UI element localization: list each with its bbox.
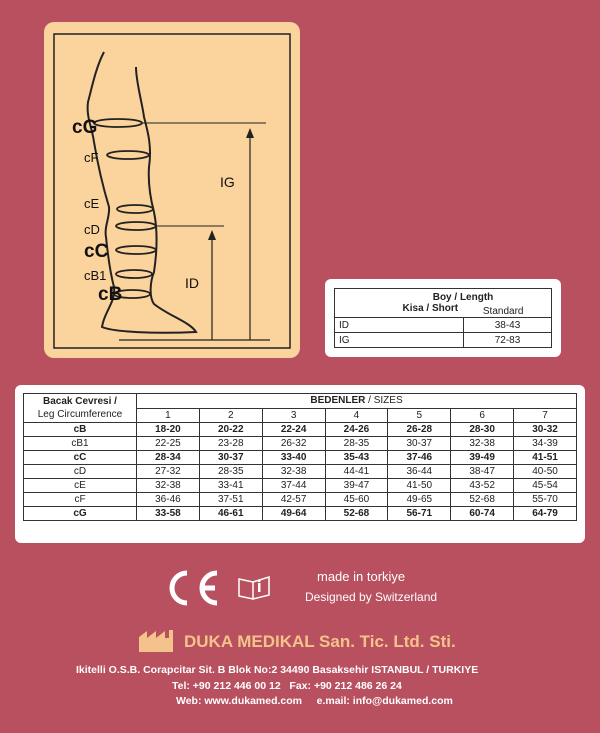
circ-cD [116,222,156,230]
size-table [23,393,577,521]
size-cell: 37-46 [388,451,451,465]
size-cell: 64-79 [514,507,577,521]
company-web-email: Web: www.dukamed.com e.mail: info@dukamed.com [176,695,453,707]
size-cell: 22-25 [137,437,200,451]
leg-circumference-header [24,394,137,423]
size-cell: 28-30 [451,423,514,437]
leg-diagram [44,22,300,358]
size-cell: 39-47 [325,479,388,493]
table-row [24,507,577,521]
table-row [24,423,577,437]
label-cG: cG [72,117,98,138]
size-cell: 32-38 [137,479,200,493]
company-address: Ikitelli O.S.B. Corapcitar Sit. B Blok No:2 34490 Basaksehir ISTANBUL / TURKIYE [76,664,479,676]
size-cell: 37-44 [262,479,325,493]
length-row-label: IG [335,333,464,348]
ce-mark-icon [165,568,227,608]
table-row [24,479,577,493]
size-cell: 55-70 [514,493,577,507]
table-row [24,493,577,507]
size-cell: 32-38 [451,437,514,451]
label-ID: ID [185,275,199,291]
length-table-header [335,289,552,318]
size-cell: 45-54 [514,479,577,493]
size-cell: 26-28 [388,423,451,437]
length-row-value: 38-43 [464,318,552,333]
size-header-4: 4 [325,408,388,423]
size-cell: 45-60 [325,493,388,507]
circ-cG [94,119,142,127]
designed-by-text: Designed by Switzerland [305,590,438,604]
size-cell: 49-64 [262,507,325,521]
size-table-card [15,385,585,543]
size-cell: 28-35 [325,437,388,451]
size-cell: 56-71 [388,507,451,521]
size-cell: 52-68 [451,493,514,507]
table-row [24,451,577,465]
size-cell: 52-68 [325,507,388,521]
length-header-line1: Boy / Length [432,292,494,303]
size-cell: 46-61 [199,507,262,521]
label-cE: cE [84,196,100,211]
length-row-value: 72-83 [464,333,552,348]
size-cell: 38-47 [451,465,514,479]
size-header-3: 3 [262,408,325,423]
size-cell: 20-22 [199,423,262,437]
size-cell: 23-28 [199,437,262,451]
size-cell: 24-26 [325,423,388,437]
size-cell: 42-57 [262,493,325,507]
label-cD: cD [84,222,100,237]
size-cell: 33-58 [137,507,200,521]
size-cell: 49-65 [388,493,451,507]
size-cell: 43-52 [451,479,514,493]
company-name: DUKA MEDIKAL San. Tic. Ltd. Sti. [184,632,456,651]
sizes-title-rest: / SIZES [365,395,403,407]
size-cell: 27-32 [137,465,200,479]
size-cell: 41-51 [514,451,577,465]
row-label: cC [24,451,137,465]
table-row [24,465,577,479]
label-cF: cF [84,150,99,165]
circ-cE [117,205,153,213]
row-label: cG [24,507,137,521]
corner-line1: Bacak Cevresi / [43,396,117,407]
size-cell: 28-34 [137,451,200,465]
row-label: cB1 [24,437,137,451]
size-header-2: 2 [199,408,262,423]
size-header-5: 5 [388,408,451,423]
size-cell: 33-40 [262,451,325,465]
length-table-card [325,279,561,357]
length-table [334,288,552,348]
size-cell: 41-50 [388,479,451,493]
table-row [24,437,577,451]
table-row [335,318,552,333]
made-in-text: made in torkiye [317,569,406,584]
row-label: cE [24,479,137,493]
size-header-1: 1 [137,408,200,423]
size-cell: 35-43 [325,451,388,465]
size-cell: 39-49 [451,451,514,465]
size-cell: 36-46 [137,493,200,507]
size-table-title-row [24,394,577,409]
size-cell: 26-32 [262,437,325,451]
label-cB1: cB1 [84,268,107,283]
size-cell: 30-37 [388,437,451,451]
size-cell: 28-35 [199,465,262,479]
corner-line2: Leg Circumference [37,409,123,420]
label-IG: IG [220,174,235,190]
size-cell: 40-50 [514,465,577,479]
size-header-7: 7 [514,408,577,423]
length-header-standard: Standard [482,306,524,317]
length-header-line2: Kisa / Short [402,303,459,314]
sizes-title [137,394,577,409]
size-header-6: 6 [451,408,514,423]
factory-logo-icon [138,629,178,653]
size-cell: 33-41 [199,479,262,493]
circ-cC [116,246,156,254]
diagram-frame [54,34,290,348]
label-cB: cB [98,284,123,305]
row-label: cF [24,493,137,507]
size-cell: 44-41 [325,465,388,479]
size-cell: 37-51 [199,493,262,507]
size-cell: 34-39 [514,437,577,451]
size-cell: 18-20 [137,423,200,437]
instructions-manual-icon [237,575,271,601]
size-cell: 30-32 [514,423,577,437]
row-label: cD [24,465,137,479]
table-row [335,333,552,348]
label-cC: cC [84,241,109,262]
size-cell: 30-37 [199,451,262,465]
size-cell: 60-74 [451,507,514,521]
row-label: cB [24,423,137,437]
leg-diagram-card [44,22,300,358]
circ-cF [107,151,149,159]
size-cell: 32-38 [262,465,325,479]
size-cell: 22-24 [262,423,325,437]
length-row-label: ID [335,318,464,333]
circ-cB1 [116,270,152,278]
size-cell: 36-44 [388,465,451,479]
company-phone-fax: Tel: +90 212 446 00 12 Fax: +90 212 486 26 24 [172,680,402,692]
sizes-title-bold: BEDENLER [310,395,366,407]
